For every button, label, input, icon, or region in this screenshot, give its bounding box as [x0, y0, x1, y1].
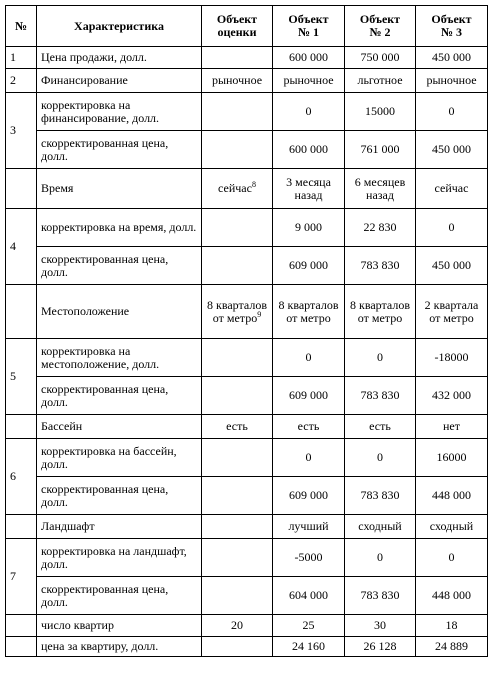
object-3-value: 18	[416, 615, 488, 637]
subject-value	[202, 377, 273, 415]
row-adjusted-price	[6, 247, 488, 285]
row-label: скорректированная цена, долл.	[37, 247, 202, 285]
subject-value	[202, 247, 273, 285]
subject-value	[202, 209, 273, 247]
subject-value: 20	[202, 615, 273, 637]
row-financing	[6, 69, 488, 93]
object-1-value: 24 160	[273, 637, 345, 657]
row-label: корректировка на бассейн, долл.	[37, 439, 202, 477]
object-1-value: -5000	[273, 539, 345, 577]
row-number	[6, 169, 37, 209]
row-label: корректировка на время, долл.	[37, 209, 202, 247]
row-price-per-apartment	[6, 637, 488, 657]
row-adjusted-price	[6, 577, 488, 615]
row-location-adjustment	[6, 339, 488, 377]
object-2-value: 783 830	[345, 477, 416, 515]
row-time-adjustment	[6, 209, 488, 247]
object-2-value: льготное	[345, 69, 416, 93]
object-1-value: 3 месяца назад	[273, 169, 345, 209]
object-1-value: 609 000	[273, 477, 345, 515]
subject-value	[202, 637, 273, 657]
subject-value	[202, 477, 273, 515]
object-1-value: 600 000	[273, 131, 345, 169]
object-1-value: 8 кварталов от метро	[273, 285, 345, 339]
row-number	[6, 285, 37, 339]
object-2-value: 783 830	[345, 377, 416, 415]
row-label: число квартир	[37, 615, 202, 637]
row-landscape	[6, 515, 488, 539]
object-2-value: 30	[345, 615, 416, 637]
object-1-value: 609 000	[273, 247, 345, 285]
subject-value: 8 кварталов от метро$^9$	[202, 285, 273, 339]
object-3-value: сходный	[416, 515, 488, 539]
header-characteristic: Характеристика	[37, 6, 202, 47]
row-number	[6, 415, 37, 439]
row-time	[6, 169, 488, 209]
row-label: корректировка на финансирование, долл.	[37, 93, 202, 131]
footnote-mark: 9	[257, 309, 262, 319]
row-number: 2	[6, 69, 37, 93]
row-label: скорректированная цена, долл.	[37, 577, 202, 615]
row-adjusted-price	[6, 477, 488, 515]
object-3-value: рыночное	[416, 69, 488, 93]
object-1-value: 25	[273, 615, 345, 637]
object-3-value: 448 000	[416, 577, 488, 615]
object-3-value: 448 000	[416, 477, 488, 515]
object-2-value: 8 кварталов от метро	[345, 285, 416, 339]
object-2-value: 761 000	[345, 131, 416, 169]
row-label: Местоположение	[37, 285, 202, 339]
row-label: Цена продажи, долл.	[37, 47, 202, 69]
subject-value: сейчас$^8$	[202, 169, 273, 209]
object-1-value: 0	[273, 93, 345, 131]
object-1-value: лучший	[273, 515, 345, 539]
subject-value	[202, 131, 273, 169]
row-label: Ландшафт	[37, 515, 202, 539]
header-row	[6, 6, 488, 47]
subject-value	[202, 515, 273, 539]
row-number: 1	[6, 47, 37, 69]
object-2-value: 6 месяцев назад	[345, 169, 416, 209]
object-2-value: есть	[345, 415, 416, 439]
object-3-value: 0	[416, 93, 488, 131]
row-label: Бассейн	[37, 415, 202, 439]
header-subject: Объект оценки	[202, 6, 273, 47]
row-label: Время	[37, 169, 202, 209]
row-label: корректировка на ландшафт, долл.	[37, 539, 202, 577]
object-2-value: сходный	[345, 515, 416, 539]
row-number: 4	[6, 209, 37, 285]
object-3-value: 450 000	[416, 247, 488, 285]
row-number: 6	[6, 439, 37, 515]
row-pool	[6, 415, 488, 439]
object-1-value: 0	[273, 439, 345, 477]
header-object-3: Объект № 3	[416, 6, 488, 47]
comparison-table	[5, 5, 488, 657]
row-sale-price	[6, 47, 488, 69]
object-1-value: 9 000	[273, 209, 345, 247]
object-2-value: 22 830	[345, 209, 416, 247]
row-adjusted-price	[6, 377, 488, 415]
row-location	[6, 285, 488, 339]
object-3-value: нет	[416, 415, 488, 439]
object-1-value: 609 000	[273, 377, 345, 415]
object-1-value: 0	[273, 339, 345, 377]
subject-value	[202, 93, 273, 131]
object-3-value: 2 квартала от метро	[416, 285, 488, 339]
object-3-value: 24 889	[416, 637, 488, 657]
object-3-value: сейчас	[416, 169, 488, 209]
object-1-value: есть	[273, 415, 345, 439]
row-number	[6, 637, 37, 657]
subject-value	[202, 47, 273, 69]
row-number: 3	[6, 93, 37, 169]
subject-value	[202, 577, 273, 615]
header-no: №	[6, 6, 37, 47]
subject-value	[202, 439, 273, 477]
object-1-value: рыночное	[273, 69, 345, 93]
row-number: 7	[6, 539, 37, 615]
subject-value: есть	[202, 415, 273, 439]
object-2-value: 750 000	[345, 47, 416, 69]
row-adjusted-price	[6, 131, 488, 169]
row-apartment-count	[6, 615, 488, 637]
object-3-value: 0	[416, 539, 488, 577]
object-2-value: 0	[345, 339, 416, 377]
object-3-value: 450 000	[416, 131, 488, 169]
subject-value	[202, 539, 273, 577]
row-number: 5	[6, 339, 37, 415]
object-1-value: 600 000	[273, 47, 345, 69]
object-3-value: 450 000	[416, 47, 488, 69]
object-2-value: 783 830	[345, 247, 416, 285]
object-3-value: 16000	[416, 439, 488, 477]
object-2-value: 26 128	[345, 637, 416, 657]
object-2-value: 0	[345, 439, 416, 477]
object-2-value: 15000	[345, 93, 416, 131]
row-label: Финансирование	[37, 69, 202, 93]
object-3-value: 0	[416, 209, 488, 247]
row-number	[6, 515, 37, 539]
row-financing-adjustment	[6, 93, 488, 131]
header-object-2: Объект № 2	[345, 6, 416, 47]
footnote-mark: 8	[251, 180, 256, 189]
object-3-value: -18000	[416, 339, 488, 377]
object-2-value: 0	[345, 539, 416, 577]
row-label: скорректированная цена, долл.	[37, 131, 202, 169]
object-2-value: 783 830	[345, 577, 416, 615]
row-pool-adjustment	[6, 439, 488, 477]
subject-value: рыночное	[202, 69, 273, 93]
object-3-value: 432 000	[416, 377, 488, 415]
row-label: цена за квартиру, долл.	[37, 637, 202, 657]
header-object-1: Объект № 1	[273, 6, 345, 47]
row-number	[6, 615, 37, 637]
row-label: скорректированная цена, долл.	[37, 477, 202, 515]
row-landscape-adjustment	[6, 539, 488, 577]
row-label: корректировка на местоположение, долл.	[37, 339, 202, 377]
subject-value	[202, 339, 273, 377]
object-1-value: 604 000	[273, 577, 345, 615]
row-label: скорректированная цена, долл.	[37, 377, 202, 415]
